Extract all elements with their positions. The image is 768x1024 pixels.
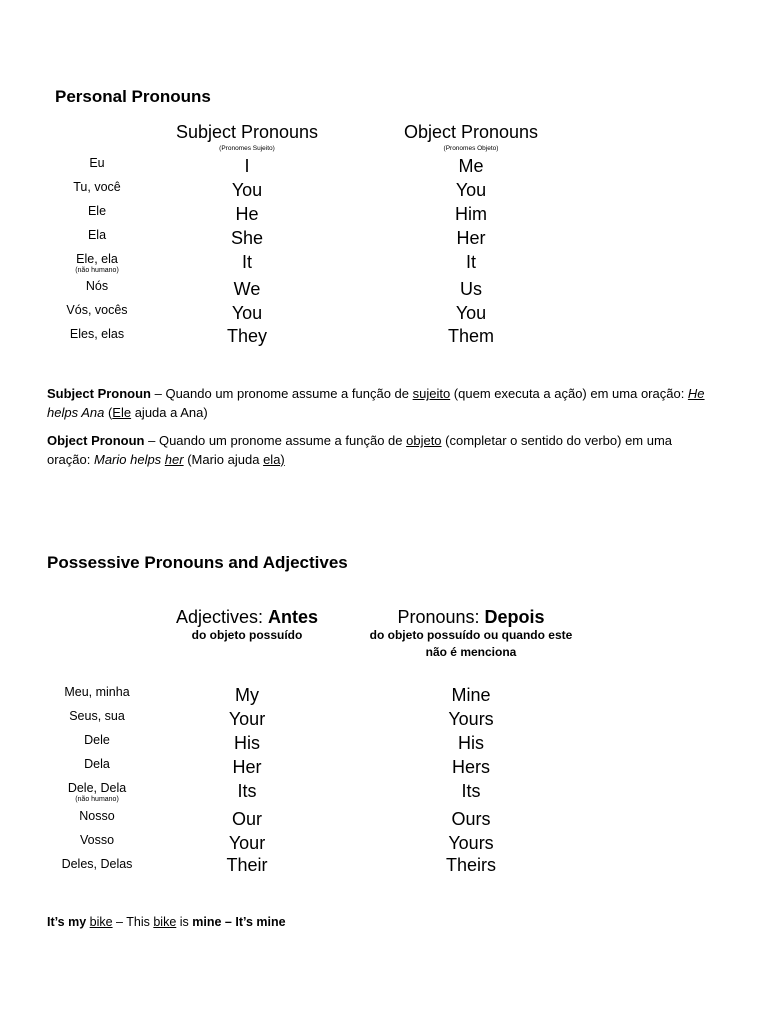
object-pronoun: Her [456, 228, 486, 248]
object-pronoun-definition [47, 431, 717, 469]
possessive-pronoun: Yours [448, 833, 494, 853]
pt-label: Eu [89, 156, 105, 170]
possessive-pronoun: Ours [451, 809, 491, 829]
pronouns-subheading: não é menciona [425, 645, 517, 659]
subject-pronoun: I [244, 156, 250, 176]
possessive-pronoun: Its [461, 781, 481, 801]
possessive-adjective: Their [226, 855, 268, 875]
pronouns-heading-emphasis: Depois [484, 607, 545, 627]
subject-pronoun: It [241, 252, 252, 272]
subject-pronoun: You [231, 303, 263, 323]
example-word: her [164, 452, 184, 467]
subject-pronoun: They [226, 326, 268, 346]
definition-text: ( [104, 405, 113, 420]
object-pronoun: Us [460, 279, 482, 299]
object-pronoun: Them [447, 326, 494, 346]
subject-pronouns-subheading: (Pronomes Sujeito) [219, 145, 275, 152]
definition-text: (Mario ajuda [183, 452, 264, 467]
pt-label: Ele, ela [76, 252, 118, 266]
object-pronoun: You [455, 303, 487, 323]
pt-label: Tu, você [73, 180, 121, 194]
adjectives-heading-emphasis: Antes [268, 607, 319, 627]
pronouns-heading [361, 607, 581, 628]
possessive-adjective: His [234, 733, 260, 753]
example-emphasis: mine [192, 915, 222, 929]
example-underlined: bike [153, 915, 177, 929]
underlined-term: objeto [406, 433, 442, 448]
definition-term: Object Pronoun [47, 433, 145, 448]
object-pronoun: It [465, 252, 476, 272]
pt-label: Dele [84, 733, 110, 747]
possessive-example [47, 913, 717, 932]
example-word: Ele [112, 405, 132, 420]
pt-label: Nós [85, 279, 109, 293]
pt-label: Dele, Dela [67, 781, 127, 795]
possessive-pronoun: Theirs [445, 855, 496, 875]
pt-note: (não humano) [75, 267, 119, 274]
pt-label: Ela [87, 228, 107, 242]
pt-label: Vós, vocês [66, 303, 128, 317]
example-emphasis: my [68, 915, 87, 929]
section1-title: Personal Pronouns [55, 87, 211, 106]
definition-text: (quem executa a ação) em uma oração: [450, 386, 688, 401]
pt-note: (não humano) [75, 796, 119, 803]
example-word: He [687, 386, 705, 401]
subject-pronoun: You [231, 180, 263, 200]
possessive-adjective: Your [228, 833, 266, 853]
example-text: It’s [47, 915, 69, 929]
pt-label: Deles, Delas [61, 857, 133, 871]
example-text: – It’s [221, 915, 257, 929]
pt-label: Vosso [79, 833, 115, 847]
possessive-pronoun: His [458, 733, 484, 753]
possessive-pronoun: Yours [448, 709, 494, 729]
definition-text: ajuda a Ana) [131, 405, 208, 420]
pt-label: Seus, sua [69, 709, 125, 723]
example-emphasis: mine [256, 915, 286, 929]
example-text: – This [112, 915, 154, 929]
object-pronoun: You [455, 180, 487, 200]
pt-label: Meu, minha [64, 685, 130, 699]
subject-pronoun: He [235, 204, 259, 224]
possessive-adjective: Its [237, 781, 257, 801]
object-pronouns-subheading: (Pronomes Objeto) [443, 145, 499, 152]
definition-text: (completar o sentido do verbo) em uma oração: [47, 433, 673, 467]
pronouns-subheading: do objeto possuído ou quando este [369, 628, 573, 642]
example-text: is [176, 915, 193, 929]
possessive-adjective: Her [232, 757, 262, 777]
definition-text: – Quando um pronome assume a função de [151, 386, 413, 401]
section2-title: Possessive Pronouns and Adjectives [47, 553, 348, 572]
possessive-pronoun: Mine [451, 685, 491, 705]
possessive-pronoun: Hers [451, 757, 490, 777]
subject-pronoun: We [233, 279, 261, 299]
pronouns-heading-text: Pronouns: [397, 607, 485, 627]
adjectives-heading [147, 607, 347, 628]
pt-label: Dela [84, 757, 110, 771]
example-word: ela) [263, 452, 285, 467]
pt-label: Ele [87, 204, 107, 218]
object-pronoun: Him [455, 204, 487, 224]
example-text: Mario helps [93, 452, 165, 467]
definition-text: – Quando um pronome assume a função de [144, 433, 407, 448]
example-underlined: bike [89, 915, 113, 929]
pt-label: Nosso [79, 809, 115, 823]
example-text: helps Ana [47, 405, 105, 420]
possessive-adjective: Your [228, 709, 266, 729]
object-pronoun: Me [458, 156, 484, 176]
subject-pronoun: She [230, 228, 264, 248]
object-pronouns-heading: Object Pronouns [403, 122, 539, 142]
adjectives-subheading: do objeto possuído [191, 628, 303, 642]
possessive-adjective: Our [231, 809, 262, 829]
adjectives-heading-text: Adjectives: [175, 607, 269, 627]
possessive-adjective: My [235, 685, 259, 705]
underlined-term: sujeito [412, 386, 451, 401]
subject-pronouns-heading: Subject Pronouns [175, 122, 319, 142]
definition-term: Subject Pronoun [47, 386, 151, 401]
subject-pronoun-definition [47, 384, 717, 422]
pt-label: Eles, elas [69, 327, 125, 341]
